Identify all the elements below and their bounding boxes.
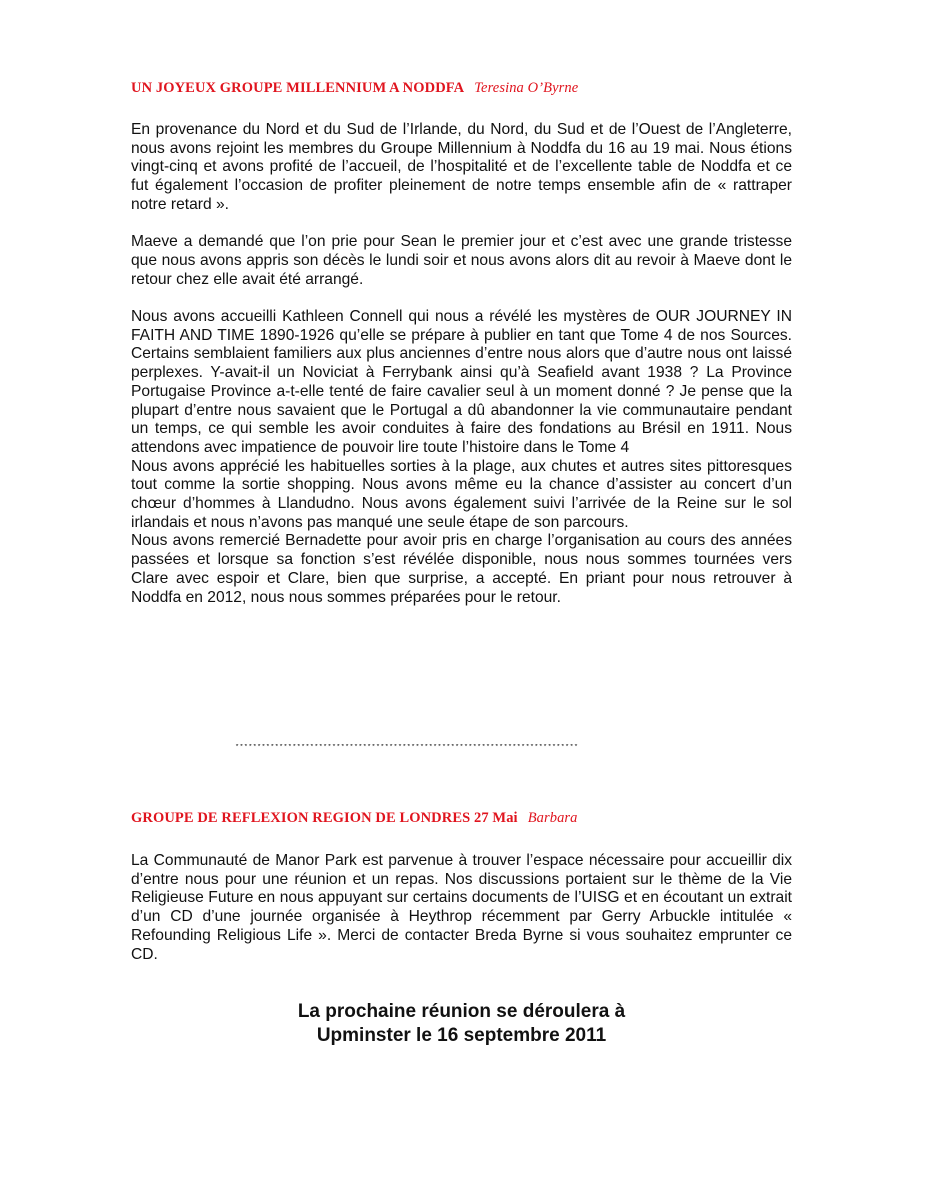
- announcement-line: Upminster le 16 septembre 2011: [316, 1025, 607, 1046]
- article1-paragraph: Nous avons accueilli Kathleen Connell qui nous a révélé les mystères de OUR JOURNEY IN FAITH AND TIME 1890-1926 qu’elle se prépare à publier en tant que Tome 4 de nos Sources. Certains semblaient familiers aux plus anciennes d’entre nous alors que d’autre nous ont laissé perplexes. Y-avait-il un Noviciat à Ferrybank ainsi qu’à Seafield avant 1938 ? La Province Portugaise Province a-t-elle tenté de faire cavalier seul à un moment donné ? Je pense que la plupart d’entre nous savaient que le Portugal a dû abandonner la vie communautaire pendant un temps, ce qui semble les avoir conduites à faire des fondations au Brésil en 1911. Nous attendons avec impatience de pouvoir lire toute l’histoire dans le Tome 4: [131, 308, 792, 456]
- article1-paragraph: Nous avons remercié Bernadette pour avoir pris en charge l’organisation au cours des années passées et lorsque sa fonction s’est révélée disponible, nous nous sommes tournées vers Clare avec espoir et Clare, bien que surprise, a accepté. En priant pour nous retrouver à Noddfa en 2012, nous nous sommes préparées pour le retour.: [131, 532, 792, 606]
- announcement-line: La prochaine réunion se déroulera à: [297, 1001, 626, 1022]
- section-separator: ******************************************************************************: [235, 744, 579, 752]
- article2-heading: [131, 810, 578, 827]
- article2-author: Barbara: [527, 810, 578, 826]
- article1-body: [131, 121, 792, 607]
- article1-paragraph: Nous avons apprécié les habituelles sorties à la plage, aux chutes et autres sites pittoresques tout comme la sortie shopping. Nous avons même eu la chance d’assister au concert d’un chœur d’hommes à Llandudno. Nous avons également suivi l’arrivée de la Reine sur le sol irlandais et nous n’avons pas manqué une seule étape de son parcours.: [131, 457, 792, 531]
- article1-paragraph: En provenance du Nord et du Sud de l’Irlande, du Nord, du Sud et de l’Ouest de l’Angleterre, nous avons rejoint les membres du Groupe Millennium à Noddfa du 16 au 19 mai. Nous étions vingt-cinq et avons profité de l’accueil, de l’hospitalité et de l’excellente table de Noddfa et ce fut également l’occasion de profiter pleinement de notre temps ensemble afin de « rattraper notre retard ».: [131, 121, 792, 213]
- article1-title: UN JOYEUX GROUPE MILLENNIUM A NODDFA: [131, 80, 465, 96]
- article1-heading: [131, 80, 578, 97]
- article1-author: Teresina O’Byrne: [474, 80, 579, 96]
- article2-body: [131, 852, 792, 964]
- article1-paragraph: Maeve a demandé que l’on prie pour Sean le premier jour et c’est avec une grande tristesse que nous avons appris son décès le lundi soir et nous avons alors dit au revoir à Maeve dont le retour chez elle avait été arrangé.: [131, 233, 792, 288]
- article2-paragraph: La Communauté de Manor Park est parvenue à trouver l’espace nécessaire pour accueillir dix d’entre nous pour une réunion et un repas. Nos discussions portaient sur le thème de la Vie Religieuse Future en nous appuyant sur certains documents de l’UISG et en écoutant un extrait d’un CD d’une journée organisée à Heythrop récemment par Gerry Arbuckle intitulée « Refounding Religious Life ». Merci de contacter Breda Byrne si vous souhaitez emprunter ce CD.: [131, 852, 792, 963]
- next-meeting-announcement: [131, 1000, 792, 1048]
- article2-title: GROUPE DE REFLEXION REGION DE LONDRES 27 Mai: [131, 810, 518, 826]
